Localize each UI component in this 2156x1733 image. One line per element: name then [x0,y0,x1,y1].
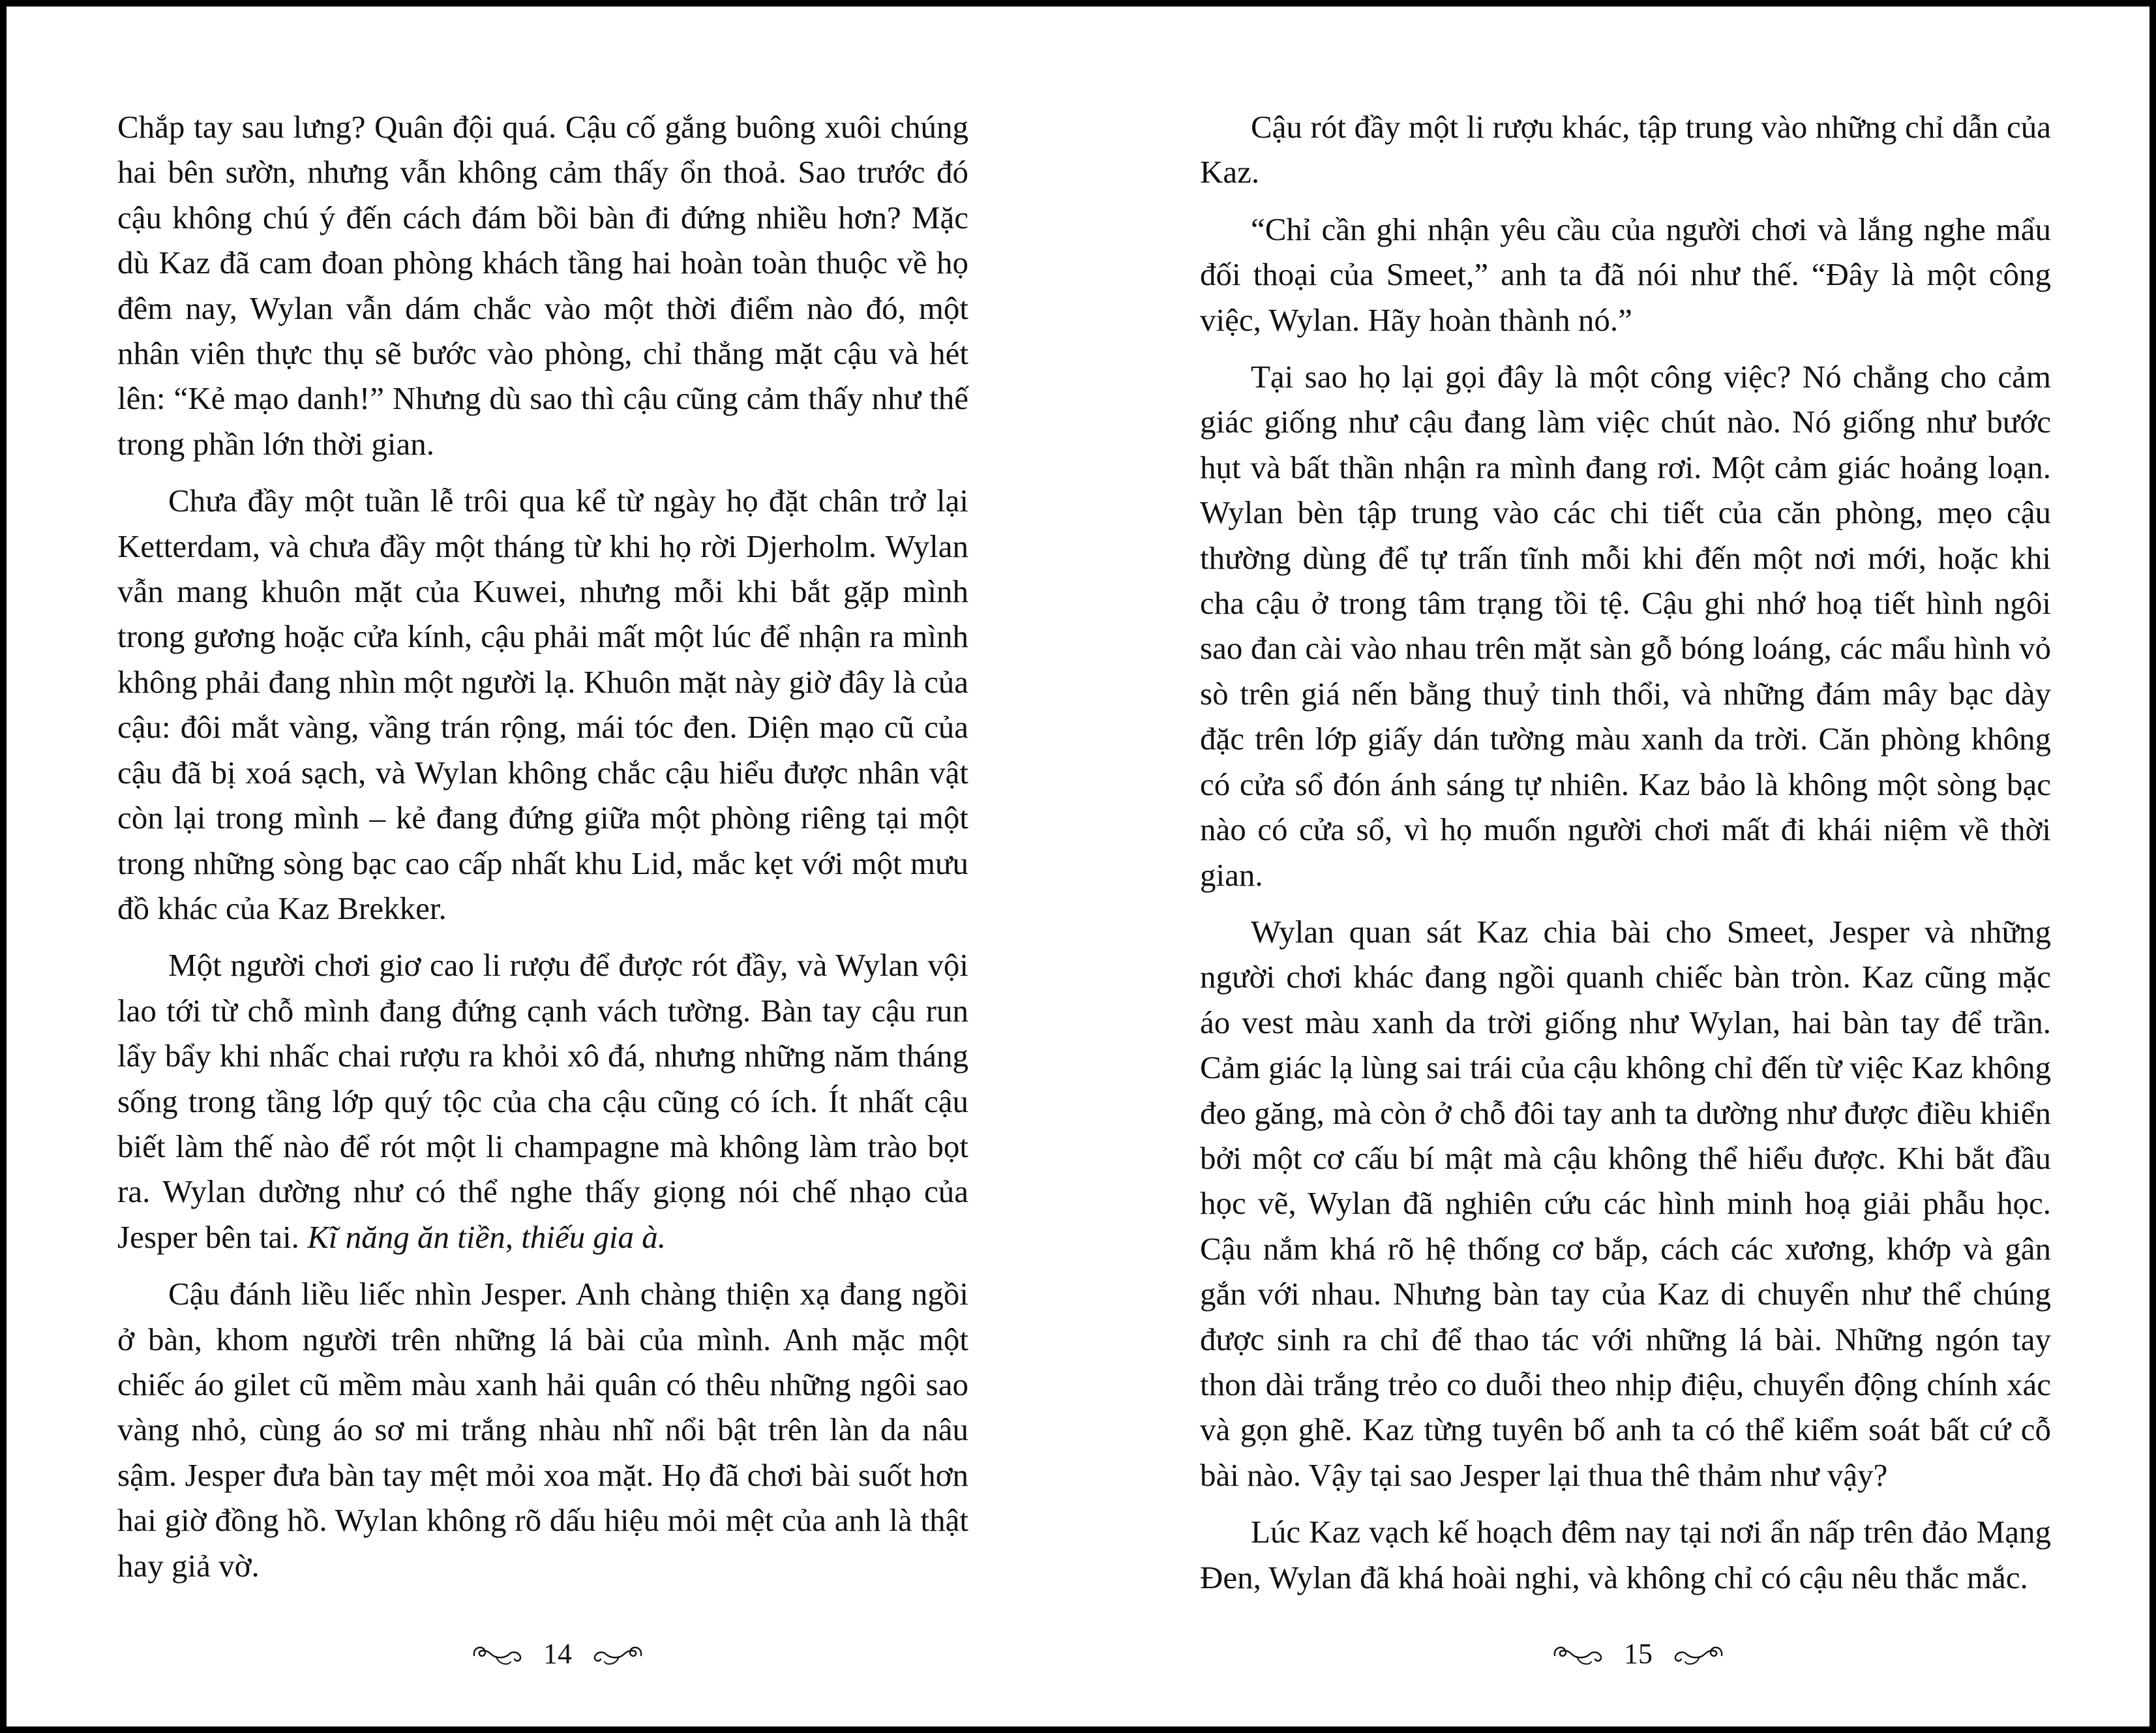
paragraph: “Chỉ cần ghi nhận yêu cầu của người chơi và lắng nghe mẩu đối thoại của Smeet,” anh ta đã nói như thế. “Đây là một công việc, Wylan. Hãy hoàn thành nó.” [1200,211,2051,338]
paragraph: Chắp tay sau lưng? Quân đội quá. Cậu cố gắng buông xuôi chúng hai bên sườn, nhưng vẫn không cảm thấy ổn thoả. Sao trước đó cậu không chú ý đến cách đám bồi bàn đi đứng nhiều hơn? Mặc dù Kaz đã cam đoan phòng khách tầng hai hoàn toàn thuộc về họ đêm nay, Wylan vẫn dám chắc vào một thời điểm nào đó, một nhân viên thực thụ sẽ bước vào phòng, chỉ thẳng mặt cậu và hét lên: “Kẻ mạo danh!” Nhưng dù sao thì cậu cũng cảm thấy như thế trong phần lớn thời gian. [117,109,968,462]
page-number-footer [1521,1634,1756,1673]
scroll-flourish-icon [586,1638,645,1668]
paragraph: Cậu rót đầy một li rượu khác, tập trung vào những chỉ dẫn của Kaz. [1200,109,2051,190]
right-page [1200,104,2051,1612]
page-number-footer [440,1634,675,1673]
paragraph: Chưa đầy một tuần lễ trôi qua kể từ ngày họ đặt chân trở lại Ketterdam, và chưa đầy một tháng từ khi họ rời Djerholm. Wylan vẫn mang khuôn mặt của Kuwei, nhưng mỗi khi bắt gặp mình trong gương hoặc cửa kính, cậu phải mất một lúc để nhận ra mình không phải đang nhìn một người lạ. Khuôn mặt này giờ đây là của cậu: đôi mắt vàng, vầng trán rộng, mái tóc đen. Diện mạo cũ của cậu đã bị xoá sạch, và Wylan không chắc cậu hiểu được nhân vật còn lại trong mình – kẻ đang đứng giữa một phòng riêng tại một trong những sòng bạc cao cấp nhất khu Lid, mắc kẹt với một mưu đồ khác của Kaz Brekker. [117,483,968,926]
paragraph: Lúc Kaz vạch kế hoạch đêm nay tại nơi ẩn nấp trên đảo Mạng Đen, Wylan đã khá hoài nghi, và không chỉ có cậu nêu thắc mắc. [1200,1514,2051,1595]
scroll-flourish-icon [470,1638,529,1668]
paragraph: Wylan quan sát Kaz chia bài cho Smeet, Jesper và những người chơi khác đang ngồi quanh chiếc bàn tròn. Kaz cũng mặc áo vest màu xanh da trời giống như Wylan, hai bàn tay để trần. Cảm giác lạ lùng sai trái của cậu không chỉ đến từ việc Kaz không đeo găng, mà còn ở chỗ đôi tay anh ta dường như được điều khiển bởi một cơ cấu bí mật mà cậu không thể hiểu được. Khi bắt đầu học vẽ, Wylan đã nghiên cứu các hình minh hoạ giải phẫu học. Cậu nắm khá rõ hệ thống cơ bắp, cách các xương, khớp và gân gắn với nhau. Nhưng bàn tay của Kaz di chuyển như thể chúng được sinh ra chỉ để thao tác với những lá bài. Những ngón tay thon dài trắng trẻo co duỗi theo nhịp điệu, chuyển động chính xác và gọn ghẽ. Kaz từng tuyên bố anh ta có thể kiểm soát bất cứ cỗ bài nào. Vậy tại sao Jesper lại thua thê thảm như vậy? [1200,913,2051,1493]
scroll-flourish-icon [1667,1638,1726,1668]
paragraph: Tại sao họ lại gọi đây là một công việc? Nó chẳng cho cảm giác giống như cậu đang làm việc chút nào. Nó giống như bước hụt và bất thần nhận ra mình đang rơi. Một cảm giác hoảng loạn. Wylan bèn tập trung vào các chi tiết của căn phòng, mẹo cậu thường dùng để tự trấn tĩnh mỗi khi đến một nơi mới, hoặc khi cha cậu ở trong tâm trạng tồi tệ. Cậu ghi nhớ hoạ tiết hình ngôi sao đan cài vào nhau trên mặt sàn gỗ bóng loáng, các mẩu hình vỏ sò trên giá nến bằng thuỷ tinh thổi, và những đám mây bạc dày đặc trên lớp giấy dán tường màu xanh da trời. Căn phòng không có cửa sổ đón ánh sáng tự nhiên. Kaz bảo là không một sòng bạc nào có cửa sổ, vì họ muốn người chơi mất đi khái niệm về thời gian. [1200,359,2051,893]
paragraph: Cậu đánh liều liếc nhìn Jesper. Anh chàng thiện xạ đang ngồi ở bàn, khom người trên những lá bài của mình. Anh mặc một chiếc áo gilet cũ mềm màu xanh hải quân có thêu những ngôi sao vàng nhỏ, cùng áo sơ mi trắng nhàu nhĩ nổi bật trên làn da nâu sậm. Jesper đưa bàn tay mệt mỏi xoa mặt. Họ đã chơi bài suốt hơn hai giờ đồng hồ. Wylan không rõ dấu hiệu mỏi mệt của anh là thật hay giả vờ. [117,1276,968,1584]
paragraph: Một người chơi giơ cao li rượu để được rót đầy, và Wylan vội lao tới từ chỗ mình đang đứng cạnh vách tường. Bàn tay cậu run lẩy bẩy khi nhấc chai rượu ra khỏi xô đá, nhưng những năm tháng sống trong tầng lớp quý tộc của cha cậu cũng có ích. Ít nhất cậu biết làm thế nào để rót một li champagne mà không làm trào bọt ra. Wylan dường như có thể nghe thấy giọng nói chế nhạo của Jesper bên tai. Kĩ năng ăn tiền, thiếu gia à. [117,947,968,1255]
page-number: 14 [543,1637,572,1670]
italic-phrase: Kĩ năng ăn tiền, thiếu gia à. [307,1218,666,1255]
page-number: 15 [1624,1637,1653,1670]
scroll-flourish-icon [1551,1638,1610,1668]
left-page [117,104,968,1600]
